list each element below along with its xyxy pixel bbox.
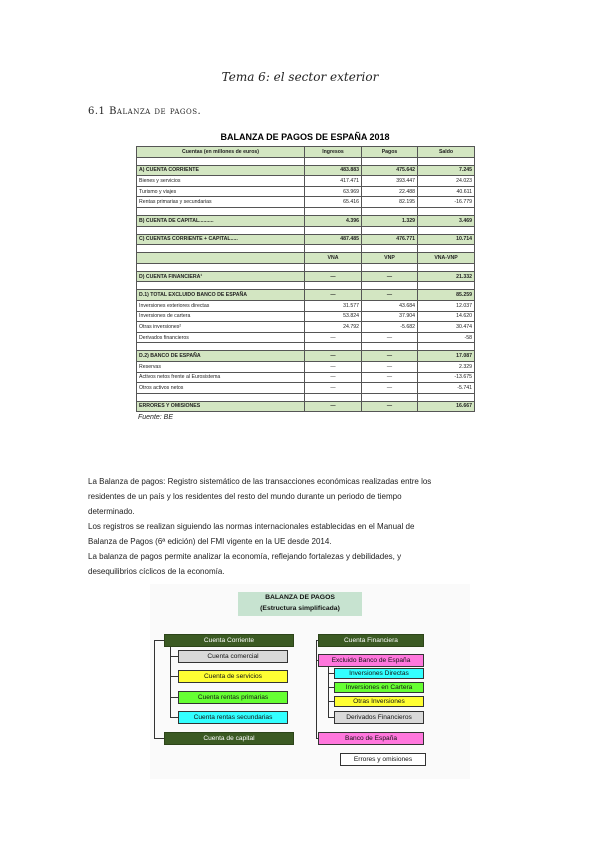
table-cell: B) CUENTA DE CAPITAL..........	[137, 215, 305, 226]
table-cell: —	[305, 332, 362, 343]
table-cell: 30.474	[418, 322, 475, 333]
table-cell: 43.684	[362, 300, 418, 311]
otras-inversiones-box: Otras Inversiones	[334, 696, 424, 707]
table-cell: —	[362, 401, 418, 412]
inversiones-directas-box: Inversiones Directas	[334, 668, 424, 679]
table-cell: 53.824	[305, 311, 362, 322]
table-spacer-row	[137, 207, 475, 215]
table-cell: 10.714	[418, 234, 475, 245]
table-row	[137, 271, 475, 282]
text-line: Balanza de Pagos (6ª edición) del FMI vigente en la UE desde 2014.	[88, 537, 332, 546]
subheader-cell: VNP	[362, 253, 418, 264]
table-cell: —	[362, 271, 418, 282]
table-spacer-row	[137, 157, 475, 165]
table-cell: —	[305, 401, 362, 412]
table-row	[137, 215, 475, 226]
table-cell: 63.969	[305, 186, 362, 197]
table-row	[137, 165, 475, 176]
table-row	[137, 351, 475, 362]
table-row	[137, 383, 475, 394]
table-row	[137, 361, 475, 372]
table-cell: 483.883	[305, 165, 362, 176]
table-row	[137, 372, 475, 383]
table-cell: -16.779	[418, 197, 475, 208]
table-cell: —	[362, 351, 418, 362]
table-cell: 487.485	[305, 234, 362, 245]
table-cell: 476.771	[362, 234, 418, 245]
table-cell: D.1) TOTAL EXCLUIDO BANCO DE ESPAÑA	[137, 290, 305, 301]
table-cell: —	[305, 271, 362, 282]
rentas-secundarias-box: Cuenta rentas secundarias	[178, 711, 288, 724]
table-cell: —	[362, 361, 418, 372]
text-line: La balanza de pagos permite analizar la economía, reflejando fortalezas y debilidades, y	[88, 552, 402, 561]
table-cell: 393.447	[362, 176, 418, 187]
table-cell: —	[362, 372, 418, 383]
table-cell: 12.037	[418, 300, 475, 311]
table-row	[137, 186, 475, 197]
derivados-financieros-box: Derivados Financieros	[334, 711, 424, 724]
table-cell: 40.611	[418, 186, 475, 197]
table-cell: Otros activos netos	[137, 383, 305, 394]
table-source: Fuente: BE	[138, 414, 174, 422]
table-cell: C) CUENTAS CORRIENTE + CAPITAL.....	[137, 234, 305, 245]
header-cell: Pagos	[362, 147, 418, 158]
cuenta-capital-box: Cuenta de capital	[164, 732, 294, 745]
table-subheader-row	[137, 253, 475, 264]
table-cell: Rentas primarias y secundarias	[137, 197, 305, 208]
table-cell: 475.642	[362, 165, 418, 176]
table-cell: 7.245	[418, 165, 475, 176]
table-cell: Inversiones de cartera	[137, 311, 305, 322]
table-cell: 24.792	[305, 322, 362, 333]
table-cell: 22.488	[362, 186, 418, 197]
connector-line	[170, 676, 178, 677]
table-cell: 14.620	[418, 311, 475, 322]
table-cell: Reservas	[137, 361, 305, 372]
table-spacer-row	[137, 393, 475, 401]
table-cell: 4.396	[305, 215, 362, 226]
table-cell: 417.471	[305, 176, 362, 187]
table-cell: —	[362, 383, 418, 394]
table-cell: -5.741	[418, 383, 475, 394]
text-line: desequilibrios cíclicos de la economía.	[88, 567, 225, 576]
cuenta-corriente-box: Cuenta Corriente	[164, 634, 294, 647]
balance-table-figure	[136, 132, 474, 421]
connector-line	[170, 697, 178, 698]
table-cell: -5.682	[362, 322, 418, 333]
text-line: determinado.	[88, 507, 135, 516]
excluido-banco-espana-box: Excluido Banco de España	[318, 654, 424, 667]
table-spacer-row	[137, 282, 475, 290]
subheader-cell	[137, 253, 305, 264]
connector-line	[170, 656, 178, 657]
table-cell: -58	[418, 332, 475, 343]
table-spacer-row	[137, 343, 475, 351]
rentas-primarias-box: Cuenta rentas primarias	[178, 691, 288, 704]
table-cell: 21.332	[418, 271, 475, 282]
table-cell: Otras inversiones²	[137, 322, 305, 333]
table-title: BALANZA DE PAGOS DE ESPAÑA 2018	[220, 132, 390, 142]
diagram-title-line: (Estructura simplificada)	[260, 605, 340, 612]
definition-paragraph	[88, 474, 528, 579]
table-cell: 3.469	[418, 215, 475, 226]
table-row	[137, 197, 475, 208]
table-cell: —	[305, 383, 362, 394]
table-cell: Bienes y servicios	[137, 176, 305, 187]
table-cell: D) CUENTA FINANCIERA¹	[137, 271, 305, 282]
table-cell: Inversiones exteriores directas	[137, 300, 305, 311]
diagram-title	[238, 592, 362, 616]
table-row	[137, 234, 475, 245]
connector-line	[154, 640, 155, 738]
connector-line	[316, 640, 317, 738]
section-heading: 6.1 Balanza de pagos.	[88, 106, 202, 117]
table-cell: —	[305, 290, 362, 301]
table-cell: 1.329	[362, 215, 418, 226]
subheader-cell: VNA-VNP	[418, 253, 475, 264]
connector-line	[154, 640, 164, 641]
table-spacer-row	[137, 245, 475, 253]
cuenta-comercial-box: Cuenta comercial	[178, 650, 288, 663]
table-cell: 2.329	[418, 361, 475, 372]
connector-line	[154, 738, 164, 739]
table-cell: —	[305, 361, 362, 372]
table-row	[137, 311, 475, 322]
table-cell: 37.904	[362, 311, 418, 322]
table-cell: 16.667	[418, 401, 475, 412]
table-cell: —	[305, 351, 362, 362]
subheader-cell: VNA	[305, 253, 362, 264]
table-cell: 31.577	[305, 300, 362, 311]
table-cell: Activos netos frente al Eurosistema	[137, 372, 305, 383]
diagram-title-line: BALANZA DE PAGOS	[265, 594, 335, 601]
cuenta-financiera-box: Cuenta Financiera	[318, 634, 424, 647]
table-cell: A) CUENTA CORRIENTE	[137, 165, 305, 176]
errores-omisiones-box: Errores y omisiones	[340, 753, 426, 766]
connector-line	[170, 717, 178, 718]
table-cell: —	[362, 332, 418, 343]
table-row	[137, 401, 475, 412]
table-row	[137, 290, 475, 301]
page-title: Tema 6: el sector exterior	[221, 70, 379, 84]
table-cell: —	[362, 290, 418, 301]
text-line: La Balanza de pagos: Registro sistemático de las transacciones económicas realizadas entre los	[88, 477, 432, 486]
table-cell: D.2) BANCO DE ESPAÑA	[137, 351, 305, 362]
structure-diagram	[150, 584, 470, 779]
text-line: residentes de un país y los residentes del resto del mundo durante un periodo de tiempo	[88, 492, 402, 501]
header-cell: Ingresos	[305, 147, 362, 158]
table-row	[137, 300, 475, 311]
table-row	[137, 322, 475, 333]
table-cell: Derivados financieros	[137, 332, 305, 343]
table-row	[137, 176, 475, 187]
header-cell: Saldo	[418, 147, 475, 158]
balance-table	[136, 146, 475, 412]
table-header-row	[137, 147, 475, 158]
text-line: Los registros se realizan siguiendo las normas internacionales establecidas en el Manual de	[88, 522, 415, 531]
table-spacer-row	[137, 263, 475, 271]
cuenta-servicios-box: Cuenta de servicios	[178, 670, 288, 683]
table-cell: -13.675	[418, 372, 475, 383]
table-cell: 24.023	[418, 176, 475, 187]
table-cell: Turismo y viajes	[137, 186, 305, 197]
table-cell: 85.259	[418, 290, 475, 301]
table-cell: ERRORES Y OMISIONES	[137, 401, 305, 412]
table-row	[137, 332, 475, 343]
table-cell: —	[305, 372, 362, 383]
table-cell: 17.087	[418, 351, 475, 362]
inversiones-cartera-box: Inversiones en Cartera	[334, 682, 424, 693]
banco-espana-box: Banco de España	[318, 732, 424, 745]
table-cell: 82.195	[362, 197, 418, 208]
header-cell: Cuentas (en millones de euros)	[137, 147, 305, 158]
table-spacer-row	[137, 226, 475, 234]
table-cell: 65.416	[305, 197, 362, 208]
